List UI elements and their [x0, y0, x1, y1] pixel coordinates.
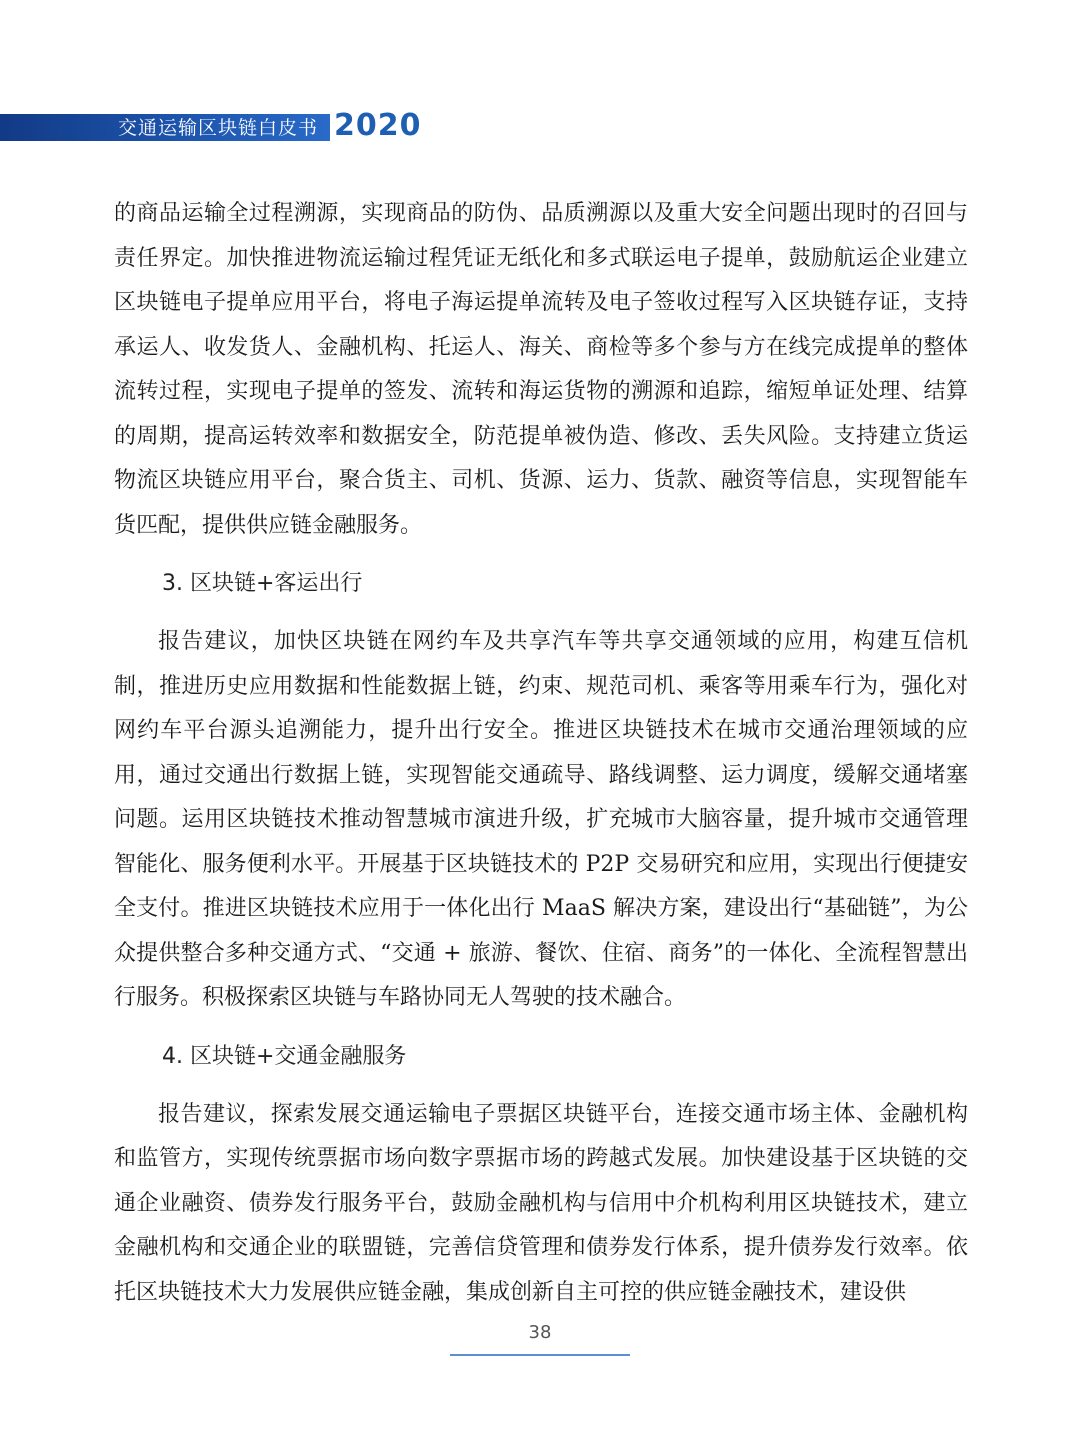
footer-rule	[450, 1354, 630, 1356]
paragraph-transport-finance: 报告建议，探索发展交通运输电子票据区块链平台，连接交通市场主体、金融机构和监管方，实现传统票据市场向数字票据市场的跨越式发展。加快建设基于区块链的交通企业融资、债券发行服务平台，鼓励金融机构与信用中介机构利用区块链技术，建立金融机构和交通企业的联盟链，完善信贷管理和债券发行体系，提升债券发行效率。依托区块链技术大力发展供应链金融，集成创新自主可控的供应链金融技术，建设供	[114, 1101, 968, 1305]
section-heading-passenger-travel: 3. 区块链+客运出行	[162, 571, 363, 596]
page-body	[114, 192, 968, 1315]
page-number: 38	[528, 1322, 552, 1343]
section-heading-transport-finance: 4. 区块链+交通金融服务	[162, 1043, 407, 1069]
paragraph-continued: 的商品运输全过程溯源，实现商品的防伪、品质溯源以及重大安全问题出现时的召回与责任界定。加快推进物流运输过程凭证无纸化和多式联运电子提单，鼓励航运企业建立区块链电子提单应用平台，将电子海运提单流转及电子签收过程写入区块链存证，支持承运人、收发货人、金融机构、托运人、海关、商检等多个参与方在线完成提单的整体流转过程，实现电子提单的签发、流转和海运货物的溯源和追踪，缩短单证处理、结算的周期，提高运转效率和数据安全，防范提单被伪造、修改、丢失风险。支持建立货运物流区块链应用平台，聚合货主、司机、货源、运力、货款、融资等信息，实现智能车货匹配，提供供应链金融服务。	[114, 201, 968, 538]
running-header-title: 交通运输区块链白皮书	[118, 117, 319, 139]
paragraph-passenger-travel: 报告建议，加快区块链在网约车及共享汽车等共享交通领域的应用，构建互信机制，推进历史应用数据和性能数据上链，约束、规范司机、乘客等用乘车行为，强化对网约车平台源头追溯能力，提升出行安全。推进区块链技术在城市交通治理领域的应用，通过交通出行数据上链，实现智能交通疏导、路线调整、运力调度，缓解交通堵塞问题。运用区块链技术推动智慧城市演进升级，扩充城市大脑容量，提升城市交通管理智能化、服务便利水平。开展基于区块链技术的 P2P 交易研究和应用，实现出行便捷安全支付。推进区块链技术应用于一体化出行 MaaS 解决方案，建设出行“基础链”，为公众提供整合多种交通方式、“交通 + 旅游、餐饮、住宿、商务”的一体化、全流程智慧出行服务。积极探索区块链与车路协同无人驾驶的技术融合。	[114, 629, 968, 1010]
running-header-year: 2020	[334, 108, 422, 143]
